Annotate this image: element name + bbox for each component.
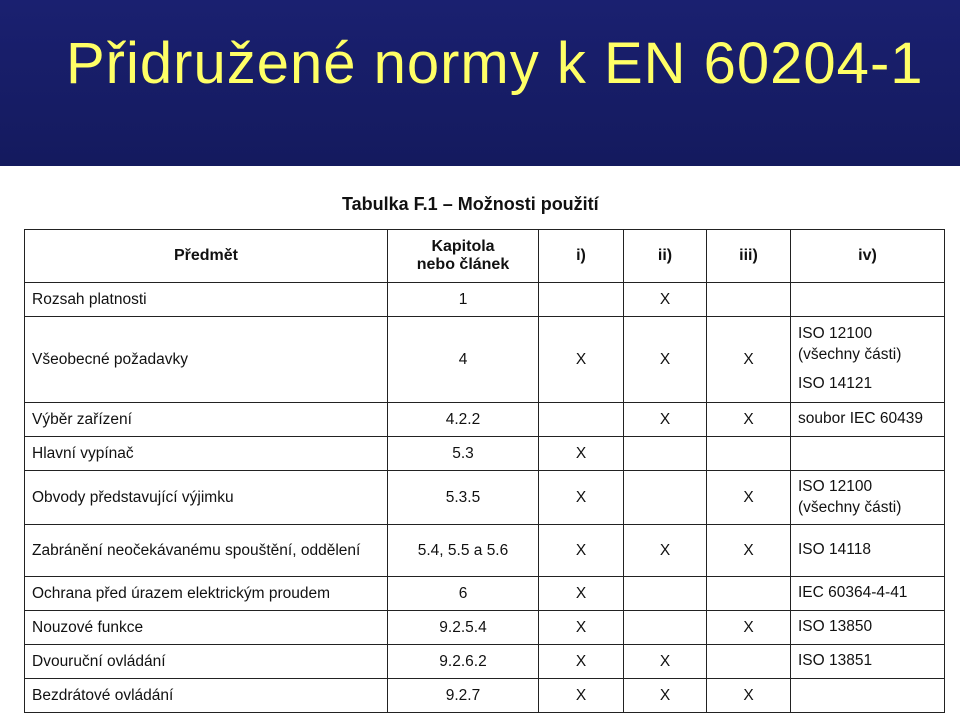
cell-related-standard <box>791 611 945 645</box>
related-standard-line: ISO 12100 <box>798 325 873 343</box>
cell-chapter: 4.2.2 <box>388 403 539 437</box>
cell-iii <box>707 283 791 317</box>
cell-iii <box>707 437 791 471</box>
cell-chapter: 5.3 <box>388 437 539 471</box>
cell-i: X <box>539 437 624 471</box>
table-caption: Tabulka F.1 – Možnosti použití <box>342 194 599 214</box>
header-subject: Předmět <box>25 230 388 283</box>
header-chapter-line2: nebo článek <box>416 256 510 273</box>
cell-subject: Obvody představující výjimku <box>25 471 388 525</box>
cell-ii <box>624 471 707 525</box>
cell-iii: X <box>707 403 791 437</box>
cell-chapter: 6 <box>388 577 539 611</box>
table-body <box>25 283 945 713</box>
cell-iii: X <box>707 679 791 713</box>
cell-related-standard <box>791 403 945 437</box>
table-row <box>25 283 945 317</box>
cell-i: X <box>539 611 624 645</box>
cell-i: X <box>539 679 624 713</box>
cell-related-standard <box>791 437 945 471</box>
cell-subject: Všeobecné požadavky <box>25 317 388 403</box>
table-row <box>25 611 945 645</box>
header-ii: ii) <box>624 230 707 283</box>
cell-related-standard <box>791 525 945 577</box>
cell-related-standard <box>791 679 945 713</box>
cell-ii: X <box>624 645 707 679</box>
cell-chapter: 9.2.6.2 <box>388 645 539 679</box>
cell-subject: Bezdrátové ovládání <box>25 679 388 713</box>
cell-iii: X <box>707 611 791 645</box>
standards-table <box>24 229 945 713</box>
cell-iii: X <box>707 471 791 525</box>
table-row <box>25 525 945 577</box>
cell-ii: X <box>624 317 707 403</box>
table-row <box>25 679 945 713</box>
related-standard-line: soubor IEC 60439 <box>798 410 923 428</box>
table-row <box>25 645 945 679</box>
cell-iii <box>707 645 791 679</box>
cell-iii: X <box>707 525 791 577</box>
cell-iii <box>707 577 791 611</box>
cell-subject: Ochrana před úrazem elektrickým proudem <box>25 577 388 611</box>
related-standard-line: ISO 12100 <box>798 477 873 495</box>
cell-related-standard <box>791 645 945 679</box>
cell-subject: Rozsah platnosti <box>25 283 388 317</box>
cell-ii: X <box>624 283 707 317</box>
cell-subject: Výběr zařízení <box>25 403 388 437</box>
cell-iii: X <box>707 317 791 403</box>
table-row <box>25 577 945 611</box>
cell-i: X <box>539 471 624 525</box>
header-i: i) <box>539 230 624 283</box>
related-standard-line: ISO 13850 <box>798 618 873 636</box>
cell-subject: Nouzové funkce <box>25 611 388 645</box>
title-banner <box>0 0 960 166</box>
cell-ii <box>624 437 707 471</box>
cell-chapter: 4 <box>388 317 539 403</box>
cell-related-standard <box>791 317 945 403</box>
cell-ii: X <box>624 525 707 577</box>
cell-spacer <box>798 366 937 374</box>
cell-chapter: 1 <box>388 283 539 317</box>
cell-chapter: 9.2.5.4 <box>388 611 539 645</box>
cell-subject: Dvouruční ovládání <box>25 645 388 679</box>
cell-i: X <box>539 525 624 577</box>
cell-i: X <box>539 645 624 679</box>
cell-chapter: 5.3.5 <box>388 471 539 525</box>
cell-chapter: 5.4, 5.5 a 5.6 <box>388 525 539 577</box>
cell-i: X <box>539 577 624 611</box>
cell-chapter: 9.2.7 <box>388 679 539 713</box>
cell-related-standard <box>791 577 945 611</box>
table-row <box>25 317 945 403</box>
cell-subject: Zabránění neočekávanému spouštění, oddělení <box>25 525 388 577</box>
related-standard-line: (všechny části) <box>798 346 902 364</box>
cell-ii: X <box>624 679 707 713</box>
cell-related-standard <box>791 283 945 317</box>
table-header-row <box>25 230 945 283</box>
slide-title: Přidružené normy k EN 60204-1 <box>66 31 924 96</box>
table-row <box>25 403 945 437</box>
cell-i <box>539 283 624 317</box>
related-standard-line: (všechny části) <box>798 498 902 516</box>
table-row <box>25 437 945 471</box>
cell-ii <box>624 611 707 645</box>
cell-subject: Hlavní vypínač <box>25 437 388 471</box>
header-chapter <box>388 230 539 283</box>
header-chapter-line1: Kapitola <box>431 238 495 255</box>
table-row <box>25 471 945 525</box>
cell-i <box>539 403 624 437</box>
cell-ii <box>624 577 707 611</box>
related-standard-line: ISO 13851 <box>798 652 873 670</box>
related-standard-line: ISO 14121 <box>798 374 873 392</box>
header-iv: iv) <box>791 230 945 283</box>
cell-related-standard <box>791 471 945 525</box>
cell-ii: X <box>624 403 707 437</box>
cell-i: X <box>539 317 624 403</box>
related-standard-line: IEC 60364-4-41 <box>798 584 908 602</box>
related-standard-line: ISO 14118 <box>798 541 871 559</box>
header-iii: iii) <box>707 230 791 283</box>
